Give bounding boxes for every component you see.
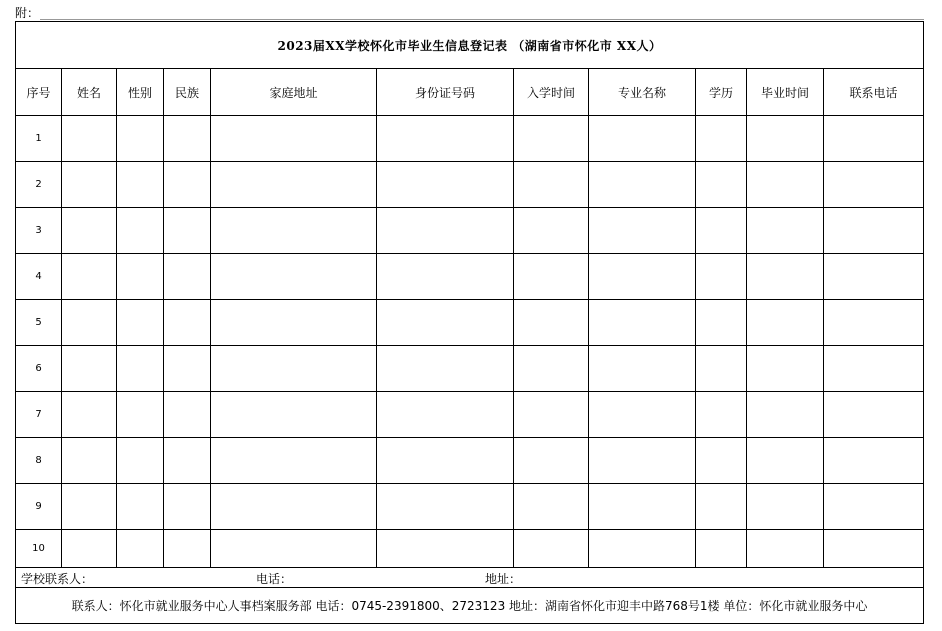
table-row xyxy=(16,300,924,346)
empty-cell xyxy=(377,392,514,438)
empty-cell xyxy=(211,484,377,530)
school-contact-line xyxy=(16,568,924,588)
empty-cell xyxy=(514,438,589,484)
empty-cell xyxy=(824,116,924,162)
registration-table xyxy=(15,21,924,624)
row-number: 4 xyxy=(16,254,62,300)
empty-cell xyxy=(696,254,747,300)
empty-cell xyxy=(589,300,696,346)
empty-cell xyxy=(377,162,514,208)
empty-cell xyxy=(696,116,747,162)
form-title: 2023届XX学校怀化市毕业生信息登记表 （湖南省市怀化市 XX人） xyxy=(16,22,924,69)
empty-cell xyxy=(164,484,211,530)
empty-cell xyxy=(824,438,924,484)
empty-cell xyxy=(514,116,589,162)
empty-cell xyxy=(747,116,824,162)
empty-cell xyxy=(589,208,696,254)
empty-cell xyxy=(62,438,117,484)
empty-cell xyxy=(117,438,164,484)
empty-cell xyxy=(514,530,589,568)
empty-cell xyxy=(824,484,924,530)
empty-cell xyxy=(377,116,514,162)
empty-cell xyxy=(62,208,117,254)
row-number: 1 xyxy=(16,116,62,162)
empty-cell xyxy=(589,116,696,162)
address-label: 地址： xyxy=(485,572,522,586)
empty-cell xyxy=(117,208,164,254)
row-number: 2 xyxy=(16,162,62,208)
empty-cell xyxy=(211,162,377,208)
empty-cell xyxy=(117,162,164,208)
empty-cell xyxy=(589,162,696,208)
empty-cell xyxy=(164,346,211,392)
empty-cell xyxy=(747,392,824,438)
empty-cell xyxy=(747,208,824,254)
empty-cell xyxy=(211,116,377,162)
empty-cell xyxy=(62,162,117,208)
column-header: 民族 xyxy=(164,69,211,116)
empty-cell xyxy=(62,392,117,438)
column-header: 家庭地址 xyxy=(211,69,377,116)
column-header: 序号 xyxy=(16,69,62,116)
column-header: 身份证号码 xyxy=(377,69,514,116)
empty-cell xyxy=(377,208,514,254)
empty-cell xyxy=(117,116,164,162)
empty-cell xyxy=(589,484,696,530)
empty-cell xyxy=(377,438,514,484)
empty-cell xyxy=(824,208,924,254)
empty-cell xyxy=(164,300,211,346)
empty-cell xyxy=(62,484,117,530)
empty-cell xyxy=(211,208,377,254)
school-contact-label: 学校联系人： xyxy=(21,572,94,586)
column-header: 姓名 xyxy=(62,69,117,116)
empty-cell xyxy=(164,208,211,254)
empty-cell xyxy=(377,530,514,568)
header-rule xyxy=(40,19,924,20)
empty-cell xyxy=(164,530,211,568)
row-number: 6 xyxy=(16,346,62,392)
row-number: 7 xyxy=(16,392,62,438)
empty-cell xyxy=(514,162,589,208)
empty-cell xyxy=(514,208,589,254)
empty-cell xyxy=(62,530,117,568)
empty-cell xyxy=(589,346,696,392)
empty-cell xyxy=(377,254,514,300)
table-row xyxy=(16,162,924,208)
empty-cell xyxy=(747,484,824,530)
empty-cell xyxy=(211,438,377,484)
phone-label: 电话： xyxy=(256,572,293,586)
empty-cell xyxy=(377,484,514,530)
empty-cell xyxy=(747,438,824,484)
empty-cell xyxy=(117,254,164,300)
empty-cell xyxy=(62,346,117,392)
row-number: 5 xyxy=(16,300,62,346)
empty-cell xyxy=(377,300,514,346)
empty-cell xyxy=(696,300,747,346)
table-row xyxy=(16,484,924,530)
registration-form xyxy=(15,21,923,624)
row-number: 9 xyxy=(16,484,62,530)
empty-cell xyxy=(747,162,824,208)
empty-cell xyxy=(164,438,211,484)
row-number: 10 xyxy=(16,530,62,568)
empty-cell xyxy=(164,162,211,208)
empty-cell xyxy=(824,530,924,568)
empty-cell xyxy=(824,346,924,392)
empty-cell xyxy=(62,116,117,162)
empty-cell xyxy=(747,530,824,568)
table-body xyxy=(16,116,924,568)
empty-cell xyxy=(696,484,747,530)
table-row xyxy=(16,254,924,300)
empty-cell xyxy=(696,392,747,438)
table-row xyxy=(16,346,924,392)
empty-cell xyxy=(824,254,924,300)
empty-cell xyxy=(117,484,164,530)
empty-cell xyxy=(117,530,164,568)
column-header: 专业名称 xyxy=(589,69,696,116)
empty-cell xyxy=(211,392,377,438)
column-header: 入学时间 xyxy=(514,69,589,116)
table-row xyxy=(16,530,924,568)
row-number: 8 xyxy=(16,438,62,484)
empty-cell xyxy=(211,300,377,346)
empty-cell xyxy=(747,254,824,300)
column-header: 毕业时间 xyxy=(747,69,824,116)
empty-cell xyxy=(377,346,514,392)
empty-cell xyxy=(747,300,824,346)
column-header: 性别 xyxy=(117,69,164,116)
row-number: 3 xyxy=(16,208,62,254)
empty-cell xyxy=(696,162,747,208)
empty-cell xyxy=(824,162,924,208)
empty-cell xyxy=(514,254,589,300)
empty-cell xyxy=(117,346,164,392)
empty-cell xyxy=(164,392,211,438)
empty-cell xyxy=(514,300,589,346)
table-row xyxy=(16,438,924,484)
empty-cell xyxy=(696,208,747,254)
empty-cell xyxy=(589,530,696,568)
column-header: 学历 xyxy=(696,69,747,116)
table-row xyxy=(16,208,924,254)
attachment-label: 附： xyxy=(15,6,40,20)
empty-cell xyxy=(164,254,211,300)
empty-cell xyxy=(696,346,747,392)
empty-cell xyxy=(514,392,589,438)
empty-cell xyxy=(589,392,696,438)
column-header-row xyxy=(16,69,924,116)
empty-cell xyxy=(824,392,924,438)
empty-cell xyxy=(117,300,164,346)
column-header: 联系电话 xyxy=(824,69,924,116)
empty-cell xyxy=(589,438,696,484)
empty-cell xyxy=(824,300,924,346)
empty-cell xyxy=(62,254,117,300)
footer-contact-info: 联系人：怀化市就业服务中心人事档案服务部 电话：0745-2391800、2723123 地址：湖南省怀化市迎丰中路768号1楼 单位：怀化市就业服务中心 xyxy=(16,588,924,624)
empty-cell xyxy=(514,346,589,392)
empty-cell xyxy=(62,300,117,346)
empty-cell xyxy=(117,392,164,438)
empty-cell xyxy=(514,484,589,530)
empty-cell xyxy=(211,530,377,568)
empty-cell xyxy=(211,346,377,392)
empty-cell xyxy=(589,254,696,300)
empty-cell xyxy=(164,116,211,162)
empty-cell xyxy=(696,530,747,568)
table-row xyxy=(16,392,924,438)
empty-cell xyxy=(211,254,377,300)
table-row xyxy=(16,116,924,162)
empty-cell xyxy=(747,346,824,392)
empty-cell xyxy=(696,438,747,484)
